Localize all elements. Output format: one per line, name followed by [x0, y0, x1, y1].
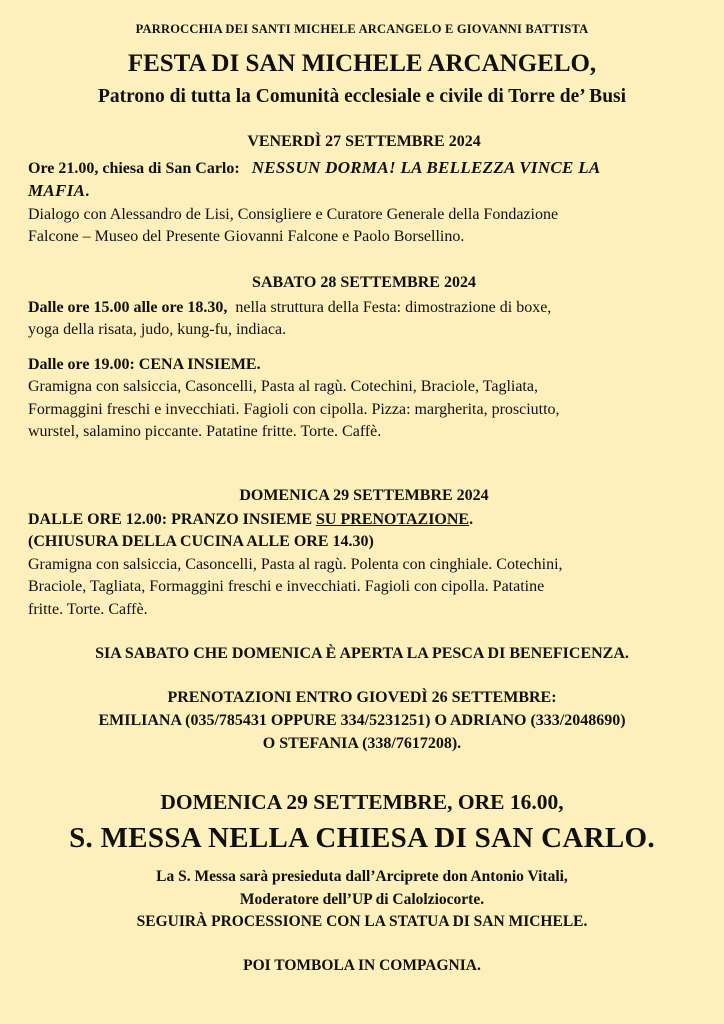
saturday-activities-list: yoga della risata, judo, kung-fu, indiaca. [28, 321, 287, 338]
saturday-menu-2: Formaggini freschi e invecchiati. Fagioli con cipolla. Pizza: margherita, prosciutto, [28, 400, 560, 418]
booking-line-2: EMILIANA (035/785431 OPPURE 334/5231251) O ADRIANO (333/2048690) [98, 712, 626, 729]
booking-line-1: PRENOTAZIONI ENTRO GIOVEDÌ 26 SETTEMBRE: [167, 689, 557, 706]
booking-line-3: O STEFANIA (338/7617208). [262, 735, 462, 752]
sunday-lunch-line [28, 509, 700, 532]
saturday-menu-1: Gramigna con salsiccia, Casoncelli, Pasta al ragù. Cotechini, Braciole, Tagliata, [28, 378, 538, 395]
sunday-menu-3: fritte. Torte. Caffè. [28, 600, 148, 618]
mass-date-time: DOMENICA 29 SETTEMBRE, ORE 16.00, [160, 790, 564, 814]
saturday-menu-3: wurstel, salamino piccante. Patatine fritte. Torte. Caffè. [28, 423, 382, 440]
sunday-menu-1: Gramigna con salsiccia, Casoncelli, Pasta al ragù. Polenta con cinghiale. Cotechini, [28, 555, 563, 573]
mass-title: S. MESSA NELLA CHIESA DI SAN CARLO. [69, 822, 655, 854]
mass-line-1: La S. Messa sarà presieduta dall’Arciprete don Antonio Vitali, [156, 868, 568, 885]
friday-event-title-end: . [85, 183, 90, 200]
sunday-kitchen-close: (CHIUSURA DELLA CUCINA ALLE ORE 14.30) [28, 533, 374, 550]
mass-line-2: Moderatore dell’UP di Calolziocorte. [239, 890, 485, 908]
friday-event-line-2 [28, 180, 700, 204]
sunday-lunch-heading: DALLE ORE 12.00: PRANZO INSIEME [28, 510, 317, 528]
mass-line-3: SEGUIRÀ PROCESSIONE CON LA STATUA DI SAN MICHELE. [136, 913, 588, 930]
charity-notice: SIA SABATO CHE DOMENICA È APERTA LA PESCA DI BENEFICENZA. [95, 645, 629, 662]
friday-time-place: Ore 21.00, chiesa di San Carlo: [28, 159, 240, 177]
friday-description-2: Falcone – Museo del Presente Giovanni Falcone e Paolo Borsellino. [28, 228, 465, 245]
saturday-activities-time: Dalle ore 15.00 alle ore 18.30, [28, 298, 228, 316]
closing-line: POI TOMBOLA IN COMPAGNIA. [243, 957, 481, 974]
sunday-lunch-end: . [469, 510, 474, 528]
saturday-section [28, 272, 700, 444]
friday-event-title-cont: MAFIA [28, 181, 86, 200]
saturday-activities-text: nella struttura della Festa: dimostrazione di boxe, [227, 298, 552, 316]
page-subtitle: Patrono di tutta la Comunità ecclesiale e civile di Torre de’ Busi [97, 86, 627, 107]
booking-info [0, 686, 724, 755]
friday-description-1: Dialogo con Alessandro de Lisi, Consigliere e Curatore Generale della Fondazione [28, 205, 559, 223]
sunday-lunch-booking: SU PRENOTAZIONE [316, 510, 470, 528]
sunday-section [28, 485, 700, 621]
saturday-dinner-heading: Dalle ore 19.00: CENA INSIEME. [28, 355, 261, 373]
friday-section [28, 131, 700, 249]
saturday-activities-line [28, 297, 700, 320]
saturday-heading: SABATO 28 SETTEMBRE 2024 [252, 274, 476, 291]
friday-event-line [28, 157, 700, 181]
sunday-menu-2: Braciole, Tagliata, Formaggini freschi e invecchiati. Fagioli con cipolla. Patatine [28, 578, 545, 595]
friday-event-title: NESSUN DORMA! LA BELLEZZA VINCE LA [251, 157, 601, 177]
friday-heading: VENERDÌ 27 SETTEMBRE 2024 [247, 133, 481, 150]
page-title: FESTA DI SAN MICHELE ARCANGELO, [127, 50, 597, 77]
parish-name: PARROCCHIA DEI SANTI MICHELE ARCANGELO E GIOVANNI BATTISTA [135, 22, 589, 36]
sunday-heading: DOMENICA 29 SETTEMBRE 2024 [239, 487, 489, 504]
mass-details [0, 866, 724, 934]
